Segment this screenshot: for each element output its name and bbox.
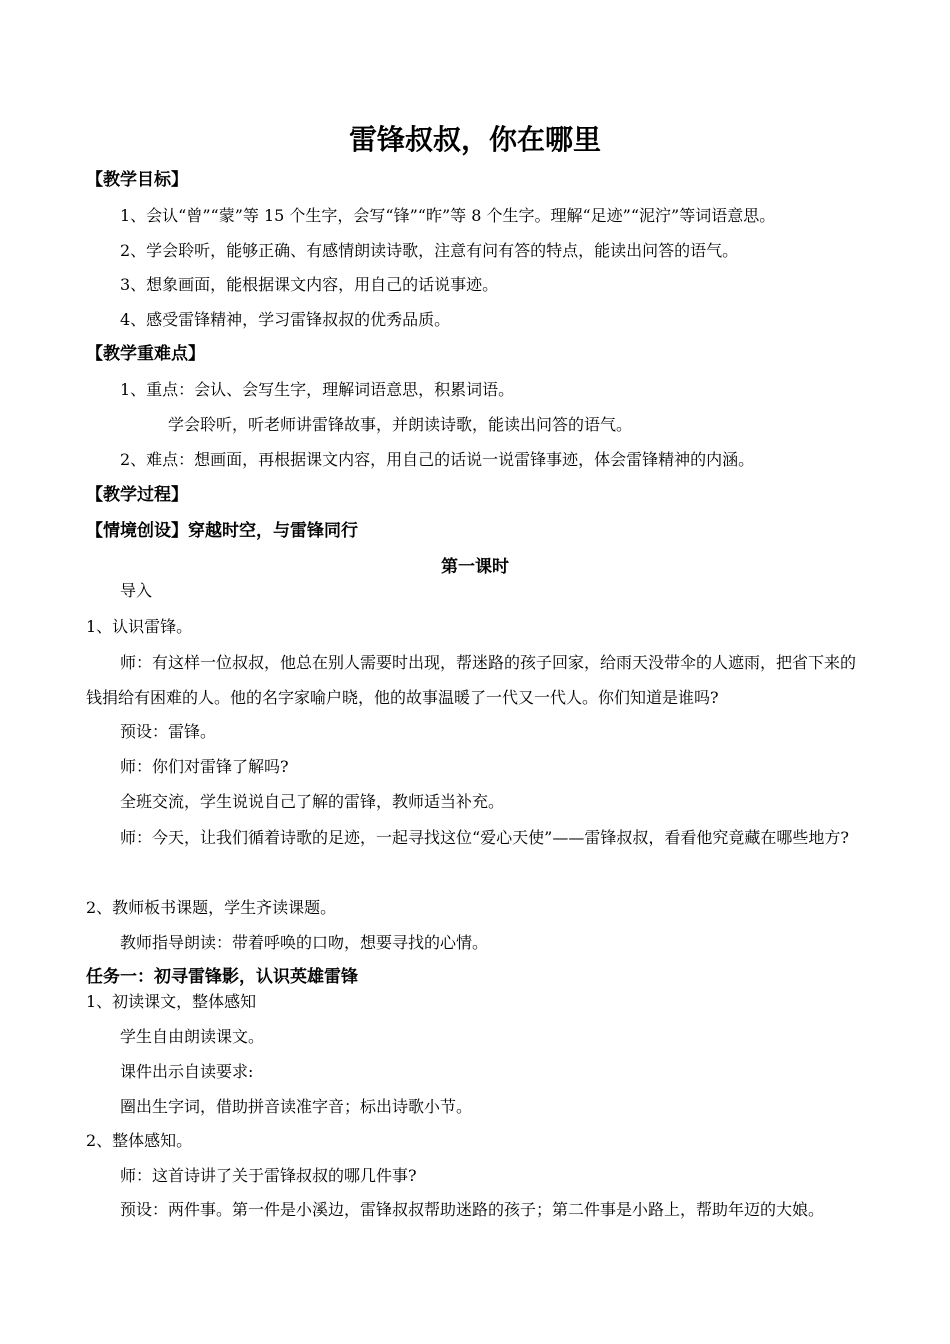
- step-board-title: 2、教师板书课题，学生齐读课题。: [86, 898, 337, 917]
- goal-item-3: 3、想象画面，能根据课文内容，用自己的话说事迹。: [120, 275, 499, 294]
- key-points-heading: 【教学重难点】: [86, 344, 205, 364]
- process-heading: 【教学过程】: [86, 485, 188, 505]
- task1-requirement-detail: 圈出生字词，借助拼音读准字音；标出诗歌小节。: [120, 1097, 473, 1116]
- task1-teacher-question: 师：这首诗讲了关于雷锋叔叔的哪几件事?: [120, 1166, 417, 1185]
- intro-label: 导入: [120, 581, 153, 600]
- class-exchange: 全班交流，学生说说自己了解的雷锋，教师适当补充。: [120, 792, 505, 811]
- teacher-today-paragraph: 师：今天，让我们循着诗歌的足迹，一起寻找这位“爱心天使”——雷锋叔叔，看看他究竟藏在哪些地方?: [120, 828, 849, 847]
- key-point-1: 1、重点：会认、会写生字，理解词语意思，积累词语。: [120, 380, 515, 399]
- reading-guidance: 教师指导朗读：带着呼唤的口吻，想要寻找的心情。: [120, 933, 489, 952]
- task1-step-1: 1、初读课文，整体感知: [86, 992, 257, 1011]
- teacher-question: 师：你们对雷锋了解吗?: [120, 757, 289, 776]
- key-point-2: 2、难点：想画面，再根据课文内容，用自己的话说一说雷锋事迹，体会雷锋精神的内涵。: [120, 450, 755, 469]
- goals-heading: 【教学目标】: [86, 170, 188, 190]
- goal-item-4: 4、感受雷锋精神，学习雷锋叔叔的优秀品质。: [120, 310, 451, 329]
- teacher-intro-paragraph: 师：有这样一位叔叔，他总在别人需要时出现，帮迷路的孩子回家，给雨天没带伞的人遮雨，把省下来的钱捐给有困难的人。他的名字家喻户晓，他的故事温暖了一代又一代人。你们知道是谁吗?: [86, 653, 857, 707]
- step-know-leifeng: 1、认识雷锋。: [86, 617, 193, 636]
- scenario-heading: 【情境创设】穿越时空，与雷锋同行: [86, 521, 358, 541]
- expected-answer-1: 预设：雷锋。: [120, 722, 217, 741]
- task1-free-read: 学生自由朗读课文。: [120, 1027, 265, 1046]
- task1-expected-answer: 预设：两件事。第一件是小溪边，雷锋叔叔帮助迷路的孩子；第二件事是小路上，帮助年迈的大娘。: [120, 1200, 825, 1219]
- lesson-heading: 第一课时: [441, 557, 509, 577]
- key-point-1-cont: 学会聆听，听老师讲雷锋故事，并朗读诗歌，能读出问答的语气。: [168, 415, 633, 434]
- task1-requirements: 课件出示自读要求:: [120, 1062, 254, 1081]
- task1-step-2: 2、整体感知。: [86, 1131, 193, 1150]
- page-title: 雷锋叔叔，你在哪里: [348, 123, 601, 156]
- goal-item-2: 2、学会聆听，能够正确、有感情朗读诗歌，注意有问有答的特点，能读出问答的语气。: [120, 241, 739, 260]
- goal-item-1: 1、会认“曾”“蒙”等 15 个生字，会写“锋”“昨”等 8 个生字。理解“足迹”“泥泞”等词语意思。: [120, 206, 776, 225]
- task1-heading: 任务一：初寻雷锋影，认识英雄雷锋: [86, 967, 358, 987]
